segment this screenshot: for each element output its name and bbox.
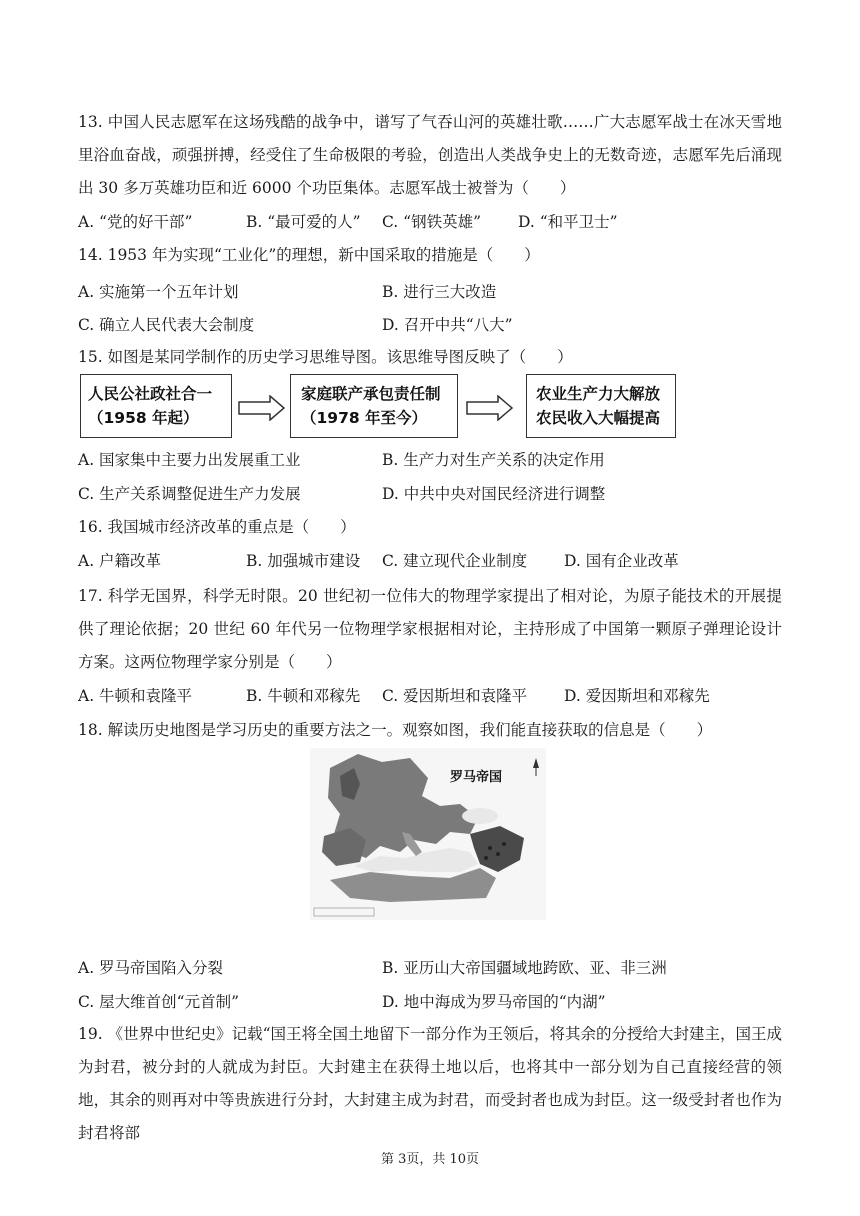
q13-option-c: C. “钢铁英雄” (382, 213, 482, 231)
q15-option-c: C. 生产关系调整促进生产力发展 (78, 485, 301, 503)
q18-option-c: C. 屋大维首创“元首制” (78, 993, 240, 1011)
mindmap-box-productivity (526, 374, 676, 438)
q14-option-c: C. 确立人民代表大会制度 (78, 316, 255, 334)
q16-option-b: B. 加强城市建设 (246, 552, 361, 570)
q18-option-a: A. 罗马帝国陷入分裂 (78, 959, 224, 977)
mindmap-box-household-contract (290, 374, 458, 438)
q18-stem: 18. 解读历史地图是学习历史的重要方法之一。观察如图，我们能直接获取的信息是（ ） (78, 721, 713, 739)
q15-option-a: A. 国家集中主要力出发展重工业 (78, 451, 301, 469)
q18-option-d: D. 地中海成为罗马帝国的“内湖” (382, 993, 606, 1011)
q15-option-b: B. 生产力对生产关系的决定作用 (382, 451, 605, 469)
mindmap-box1-line1: 人民公社政社合一 (88, 385, 213, 403)
mindmap-box2-line1: 家庭联产承包责任制 (301, 385, 441, 403)
mindmap-box3-line1: 农业生产力大解放 (536, 385, 661, 403)
mindmap-box-commune (80, 374, 232, 438)
q13-option-d: D. “和平卫士” (518, 213, 618, 231)
q15-option-d: D. 中共中央对国民经济进行调整 (382, 485, 606, 503)
q17-stem: 17. 科学无国界，科学无时限。20 世纪初一位伟大的物理学家提出了相对论，为原子能技术的开展提供了理论依据；20 世纪 60 年代另一位物理学家根据相对论，主持形成了中国第一颗原子弹理论设计方案。这两位物理学家分别是（ ） (78, 587, 782, 671)
page-footer: 第 3页，共 10页 (380, 1152, 480, 1167)
q14-option-a: A. 实施第一个五年计划 (78, 283, 239, 301)
q14-option-b: B. 进行三大改造 (382, 283, 497, 301)
q14-option-d: D. 召开中共“八大” (382, 316, 513, 334)
right-arrow-icon (466, 395, 514, 421)
mindmap-box3-line2: 农民收入大幅提高 (536, 409, 661, 427)
mindmap-box1-line2: （1958 年起） (88, 409, 199, 427)
q16-stem: 16. 我国城市经济改革的重点是（ ） (78, 518, 356, 536)
q13-option-b: B. “最可爱的人” (246, 213, 361, 231)
q17-option-c: C. 爱因斯坦和袁隆平 (382, 687, 528, 705)
roman-empire-map-image (310, 748, 546, 920)
right-arrow-icon (238, 395, 286, 421)
q17-option-d: D. 爱因斯坦和邓稼先 (564, 687, 710, 705)
q13-option-a: A. “党的好干部” (78, 213, 193, 231)
q14-stem: 14. 1953 年为实现“工业化”的理想，新中国采取的措施是（ ） (78, 246, 540, 264)
q13-stem: 13. 中国人民志愿军在这场残酷的战争中，谱写了气吞山河的英雄壮歌……广大志愿军战士在冰天雪地里浴血奋战，顽强拼搏，经受住了生命极限的考验，创造出人类战争史上的无数奇迹，志愿军先后涌现出 30 多万英雄功臣和近 6000 个功臣集体。志愿军战士被誉为（ ） (78, 113, 782, 197)
map-title: 罗马帝国 (450, 770, 503, 785)
q16-option-d: D. 国有企业改革 (564, 552, 679, 570)
q16-option-c: C. 建立现代企业制度 (382, 552, 528, 570)
q18-option-b: B. 亚历山大帝国疆域地跨欧、亚、非三洲 (382, 959, 667, 977)
q16-option-a: A. 户籍改革 (78, 552, 162, 570)
q19-stem: 19. 《世界中世纪史》记载“国王将全国土地留下一部分作为王领后，将其余的分授给大封建主，国王成为封君，被分封的人就成为封臣。大封建主在获得土地以后，也将其中一部分划为自己直接经营的领地，其余的则再对中等贵族进行分封，大封建主成为封君，而受封者也成为封臣。这一级受封者也作为封君将部 (78, 1025, 783, 1142)
q17-option-b: B. 牛顿和邓稼先 (246, 687, 361, 705)
mindmap-box2-line2: （1978 年至今） (301, 409, 428, 427)
q17-option-a: A. 牛顿和袁隆平 (78, 687, 193, 705)
roman-empire-map (310, 748, 546, 920)
q15-stem: 15. 如图是某同学制作的历史学习思维导图。该思维导图反映了（ ） (78, 348, 573, 366)
